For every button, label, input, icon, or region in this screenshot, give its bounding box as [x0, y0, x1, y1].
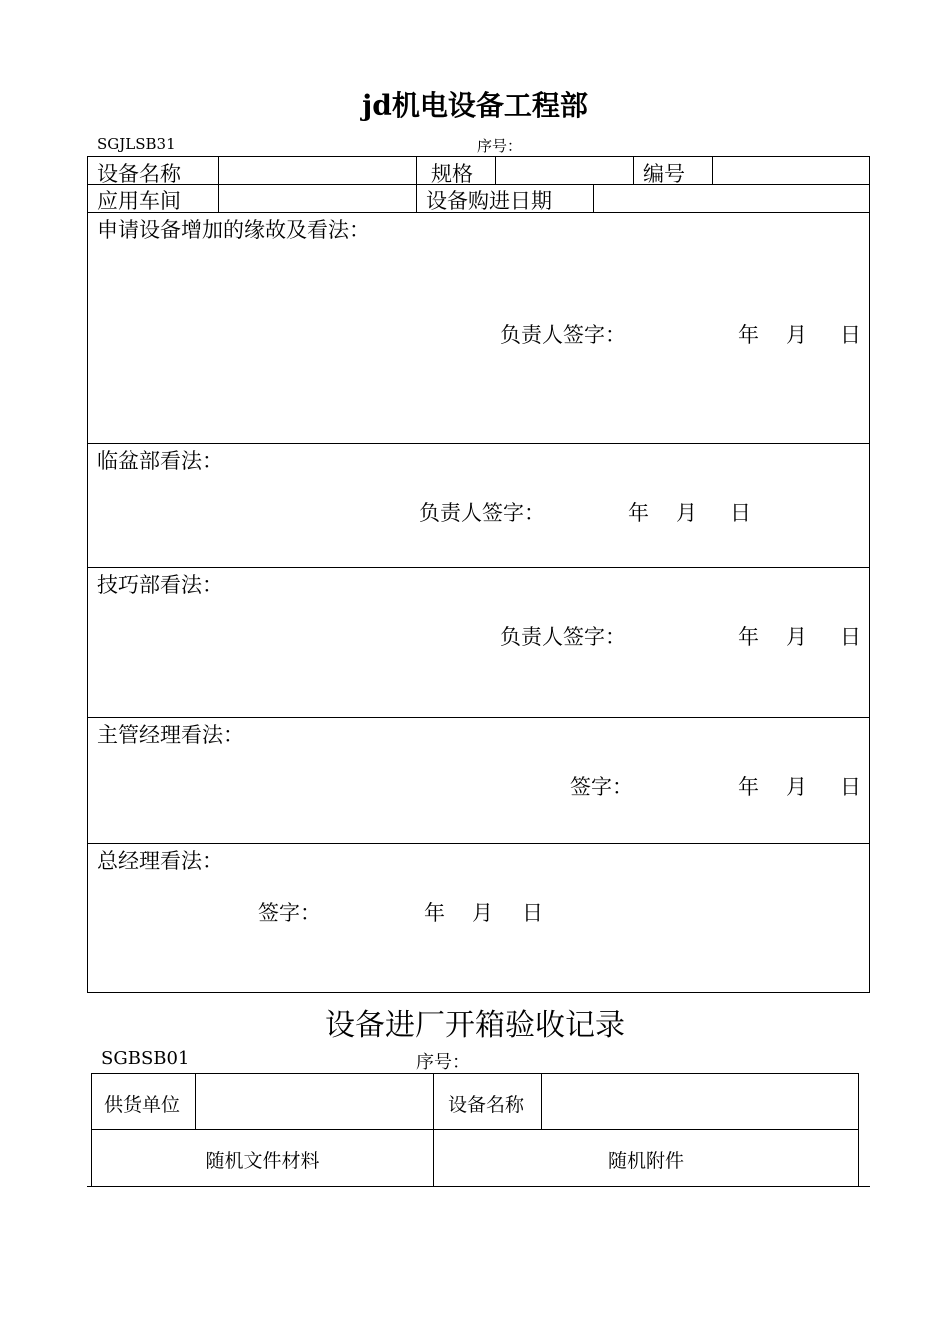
equipment-name-label: 设备名称 [448, 1094, 525, 1116]
year-label: 年 [738, 775, 759, 799]
number-label: 编号 [643, 162, 685, 186]
sequence-label: 序号： [477, 137, 523, 155]
row-divider [88, 567, 869, 568]
day-label: 日 [840, 625, 861, 649]
year-label: 年 [738, 323, 759, 347]
row-divider [88, 843, 869, 844]
col-divider [416, 157, 417, 212]
spec-field[interactable] [496, 157, 633, 184]
form-code: SGJLSB31 [97, 135, 176, 153]
day-label: 日 [840, 323, 861, 347]
equipment-name-field[interactable] [542, 1074, 858, 1129]
month-label: 月 [786, 625, 807, 649]
documents-label: 随机文件材料 [205, 1150, 320, 1172]
signature-label: 签字： [570, 775, 633, 799]
number-field[interactable] [713, 157, 870, 184]
sequence-label: 序号： [416, 1052, 470, 1073]
form-code: SGBSB01 [101, 1048, 190, 1069]
technical-dept-opinion-label: 技巧部看法： [97, 573, 223, 597]
table-bottom-rule [87, 1186, 870, 1187]
supplier-field[interactable] [196, 1074, 433, 1129]
purchase-date-label: 设备购进日期 [426, 189, 552, 213]
row-divider [92, 1129, 858, 1130]
inspection-record-title: 设备进厂开箱验收记录 [325, 1008, 625, 1043]
year-label: 年 [628, 501, 649, 525]
day-label: 日 [730, 501, 751, 525]
equipment-name-field[interactable] [219, 157, 416, 184]
page-title: jd机电设备工程部 [362, 89, 588, 122]
application-reason-label: 申请设备增加的缘故及看法： [97, 218, 370, 242]
signature-label: 负责人签字： [500, 625, 626, 649]
spec-label: 规格 [431, 162, 473, 186]
col-divider [633, 157, 634, 184]
equipment-name-label: 设备名称 [97, 162, 181, 186]
purchase-date-field[interactable] [594, 185, 870, 212]
year-label: 年 [738, 625, 759, 649]
month-label: 月 [472, 901, 493, 925]
inspection-record-table [91, 1073, 859, 1187]
month-label: 月 [786, 323, 807, 347]
month-label: 月 [676, 501, 697, 525]
signature-label: 负责人签字： [419, 501, 545, 525]
supplier-label: 供货单位 [104, 1094, 181, 1116]
day-label: 日 [840, 775, 861, 799]
production-dept-opinion-label: 临盆部看法： [97, 449, 223, 473]
equipment-request-table [87, 156, 870, 993]
workshop-label: 应用车间 [97, 189, 181, 213]
signature-label: 签字： [258, 901, 321, 925]
accessories-label: 随机附件 [607, 1150, 684, 1172]
workshop-field[interactable] [219, 185, 416, 212]
row-divider [88, 717, 869, 718]
day-label: 日 [522, 901, 543, 925]
row-divider [88, 443, 869, 444]
manager-opinion-label: 主管经理看法： [97, 723, 244, 747]
month-label: 月 [786, 775, 807, 799]
signature-label: 负责人签字： [500, 323, 626, 347]
year-label: 年 [424, 901, 445, 925]
general-manager-opinion-label: 总经理看法： [97, 849, 223, 873]
